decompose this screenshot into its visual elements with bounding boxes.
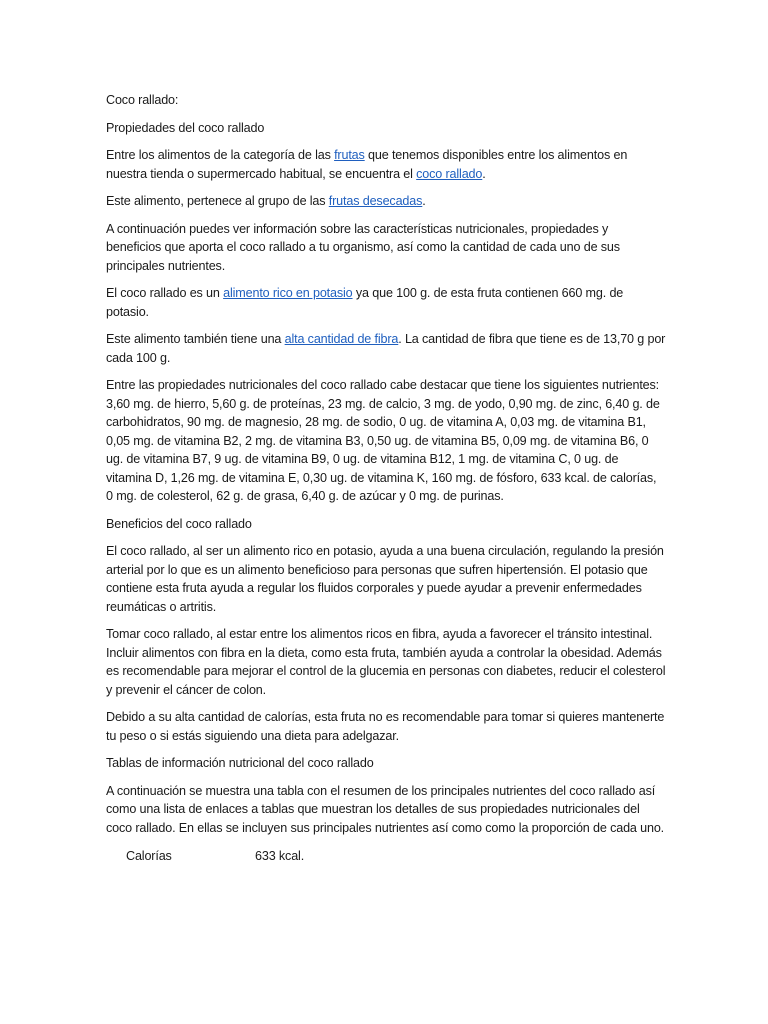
text-span: que tenemos disponibles entre los alimentos en nuestra tienda o supermercado habitual, se encuentra el	[106, 148, 628, 181]
link-alta-cantidad-fibra[interactable]: alta cantidad de fibra	[284, 332, 399, 346]
link-coco-rallado[interactable]: coco rallado	[416, 166, 483, 181]
nutrition-table-row	[126, 847, 666, 866]
heading-benefits: Beneficios del coco rallado	[106, 516, 252, 531]
document-body	[106, 91, 666, 866]
text-span: Este alimento también tiene una	[106, 332, 285, 346]
paragraph-calorias: Debido a su alta cantidad de calorías, esta fruta no es recomendable para tomar si quieres mantenerte tu peso o si estás siguiendo una dieta para adelgazar.	[106, 710, 665, 743]
paragraph-overview: A continuación puedes ver información sobre las características nutricionales, propiedades y beneficios que aporta el coco rallado a tu organismo, así como la cantidad de cada uno de sus principales nutrientes.	[106, 221, 620, 273]
link-frutas[interactable]: frutas	[334, 148, 365, 162]
text-span: El coco rallado es un	[106, 286, 224, 300]
paragraph-fibra	[106, 330, 666, 367]
table-cell-value: 633 kcal.	[255, 849, 305, 863]
text-span: Entre los alimentos de la categoría de las	[106, 148, 335, 162]
paragraph-group	[106, 192, 666, 211]
link-frutas-desecadas[interactable]: frutas desecadas	[328, 194, 423, 208]
heading-properties: Propiedades del coco rallado	[106, 120, 265, 135]
text-span: ya que 100 g. de esta fruta contienen 660 mg. de potasio.	[106, 286, 624, 319]
paragraph-benefit-fibra: Tomar coco rallado, al estar entre los alimentos ricos en fibra, ayuda a favorecer el tránsito intestinal. Incluir alimentos con fibra en la dieta, como esta fruta, también ayuda a controlar la obesidad. Además es recomendable para mejorar el control de la glucemia en personas con diabetes, reducir el colesterol y prevenir el cáncer de colon.	[106, 627, 666, 697]
paragraph-potasio	[106, 284, 666, 321]
text-span: Este alimento, pertenece al grupo de las	[106, 194, 329, 208]
paragraph-benefit-potasio: El coco rallado, al ser un alimento rico en potasio, ayuda a una buena circulación, regulando la presión arterial por lo que es un alimento beneficioso para personas que sufren hipertensión. El potasio que contiene esta fruta ayuda a regular los fluidos corporales y puede ayudar a prevenir enfermedades reumáticas o artritis.	[106, 544, 664, 614]
text-span: .	[482, 166, 486, 181]
paragraph-intro	[106, 146, 666, 183]
text-span: . La cantidad de fibra que tiene es de 13,70 g por cada 100 g.	[106, 332, 666, 365]
text-span: .	[422, 194, 426, 208]
link-alimento-rico-potasio[interactable]: alimento rico en potasio	[223, 286, 353, 300]
paragraph-tables-intro: A continuación se muestra una tabla con el resumen de los principales nutrientes del coco rallado así como una lista de enlaces a tablas que muestran los detalles de sus propiedades nutricionales del coco rallado. En ellas se incluyen sus principales nutrientes así como como la proporción de cada uno.	[106, 783, 665, 835]
title-line: Coco rallado:	[106, 93, 179, 107]
table-cell-label: Calorías	[126, 849, 172, 863]
heading-tables: Tablas de información nutricional del coco rallado	[106, 756, 374, 770]
paragraph-nutrients: Entre las propiedades nutricionales del coco rallado cabe destacar que tiene los siguientes nutrientes: 3,60 mg. de hierro, 5,60 g. de proteínas, 23 mg. de calcio, 3 mg. de yodo, 0,90 mg. de zinc, 6,40 g. de carbohidratos, 90 mg. de magnesio, 28 mg. de sodio, 0 ug. de vitamina A, 0,03 mg. de vitamina B1, 0,05 mg. de vitamina B2, 2 mg. de vitamina B3, 0,50 ug. de vitamina B5, 0,09 mg. de vitamina B6, 0 ug. de vitamina B7, 9 ug. de vitamina B9, 0 ug. de vitamina B12, 1 mg. de vitamina C, 0 ug. de vitamina D, 1,26 mg. de vitamina E, 0,30 ug. de vitamina K, 160 mg. de fósforo, 633 kcal. de calorías, 0 mg. de colesterol, 62 g. de grasa, 6,40 g. de azúcar y 0 mg. de purinas.	[106, 378, 660, 503]
